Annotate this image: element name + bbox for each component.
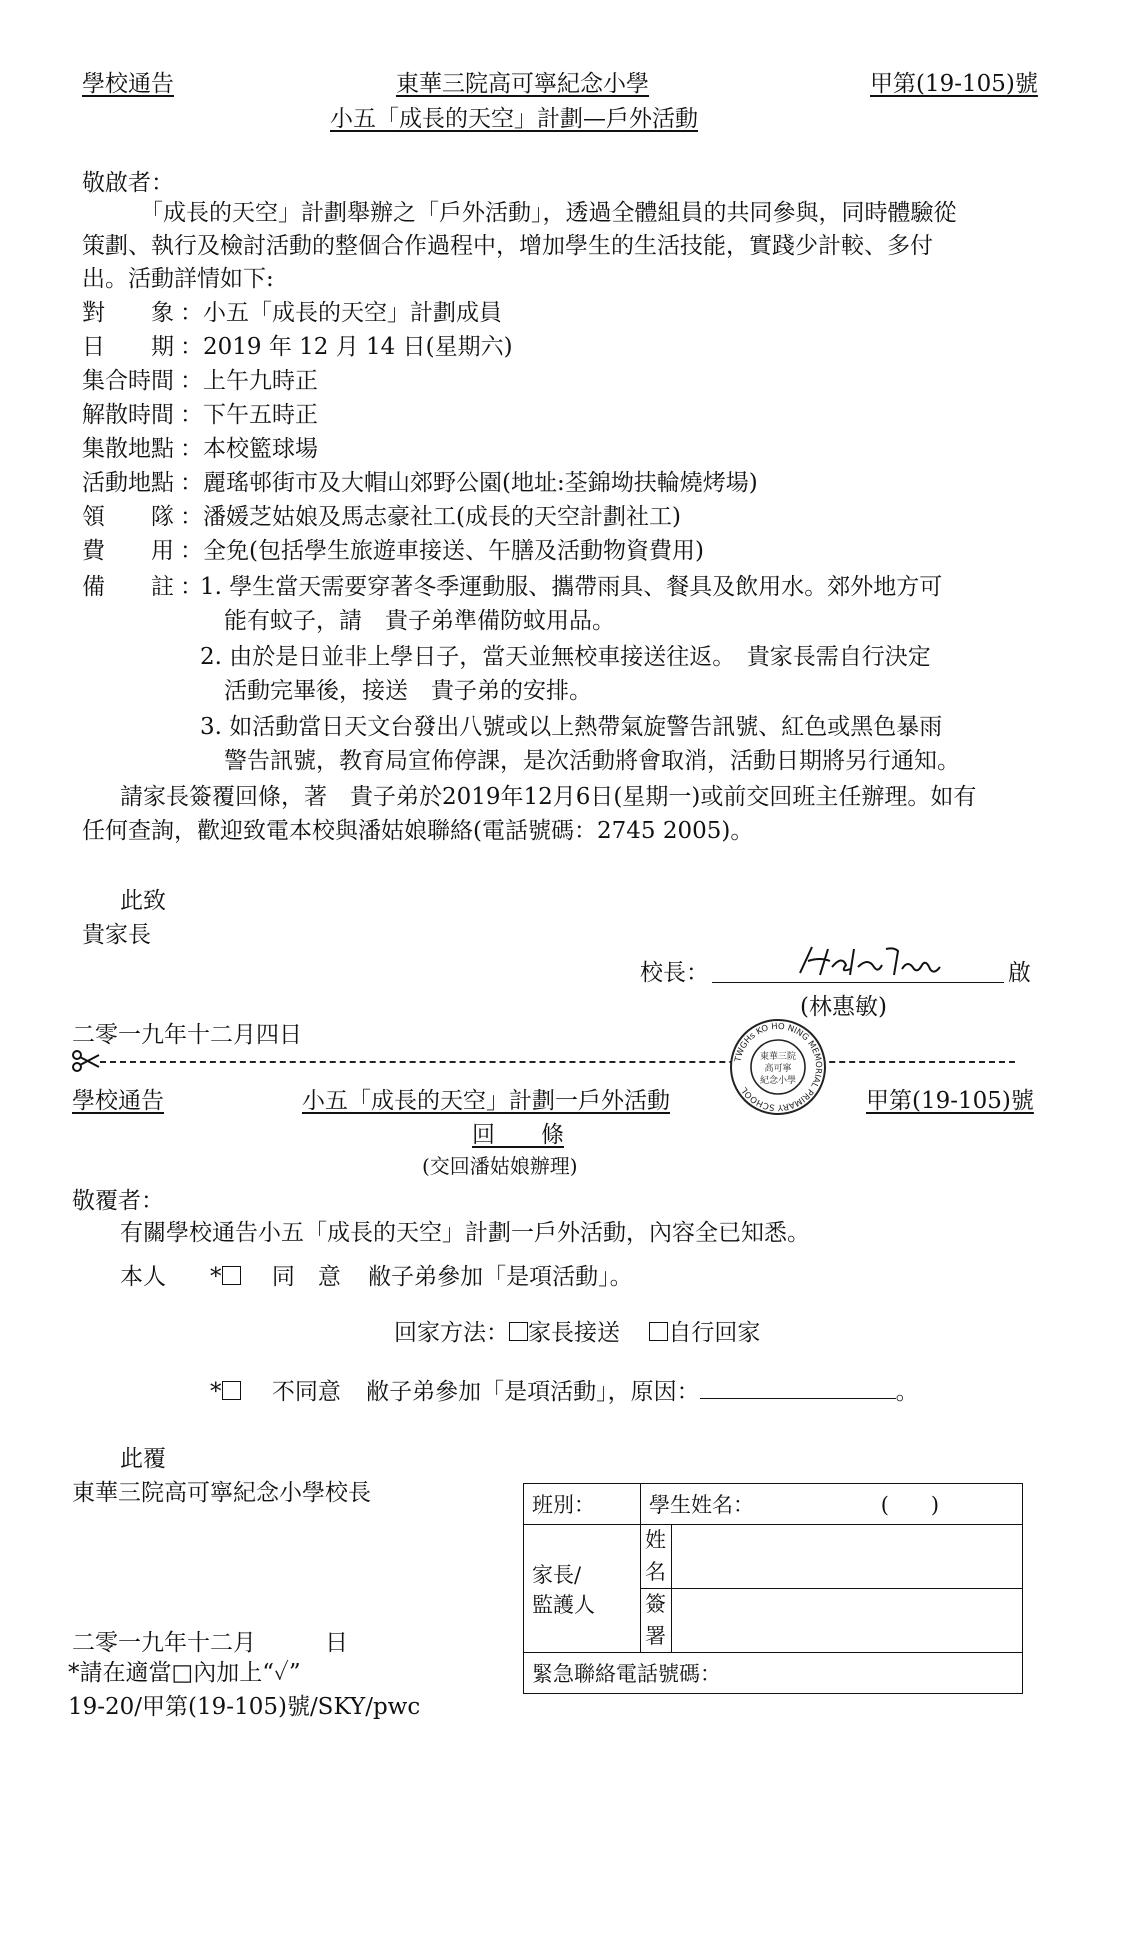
reply-title: 回 條 [472, 1122, 564, 1148]
class-cell[interactable]: 班別： [524, 1484, 641, 1525]
return-to-note: (交回潘姑娘辦理) [422, 1154, 578, 1178]
closing-line-2: 任何查詢，歡迎致電本校與潘姑娘聯絡(電話號碼：2745 2005)。 [82, 818, 754, 844]
notice-subtitle: 小五「成長的天空」計劃—戶外活動 [330, 106, 698, 132]
school-name: 東華三院高可寧紀念小學 [396, 71, 649, 97]
emergency-phone-cell[interactable]: 緊急聯絡電話號碼： [524, 1653, 1023, 1694]
disagree-option: * 不同意 敝子弟參加「是項活動」，原因： 。 [210, 1379, 919, 1405]
detail-row: 費 用 ：全免(包括學生旅遊車接送、午膳及活動物資費用) [82, 538, 704, 564]
guardian-name-field[interactable] [672, 1525, 1023, 1589]
detail-row: 對 象 ：小五「成長的天空」計劃成員 [82, 300, 502, 326]
svg-text:紀念小學: 紀念小學 [759, 1076, 797, 1086]
guardian-signature-field[interactable] [672, 1589, 1023, 1653]
principal-signature [790, 943, 950, 983]
recipient: 貴家長 [82, 922, 151, 948]
svg-text:高可寧: 高可寧 [764, 1064, 792, 1074]
reply-date: 二零一九年十二月 日 [72, 1630, 348, 1656]
remark-line: 活動完畢後，接送 貴子弟的安排。 [224, 678, 592, 704]
detail-row: 領 隊 ：潘媛芝姑娘及馬志豪社工(成長的天空計劃社工) [82, 504, 681, 530]
remark-line: 3. 如活動當日天文台發出八號或以上熱帶氣旋警告訊號、紅色或黑色暴雨 [200, 714, 943, 740]
student-name-cell[interactable]: 學生姓名： ( ) [641, 1484, 1023, 1525]
fu-text: 此覆 [120, 1446, 166, 1472]
guardian-label-cell: 家長/ 監護人 [524, 1525, 641, 1653]
reply-salutation: 敬覆者： [72, 1188, 164, 1214]
remark-line: 能有蚊子，請 貴子弟準備防蚊用品。 [224, 608, 615, 634]
reference-number: 甲第(19-105)號 [870, 71, 1038, 97]
intro-line-2: 策劃、執行及檢討活動的整個合作過程中，增加學生的生活技能，實踐少計較、多付 [82, 233, 933, 259]
self-return-checkbox[interactable] [649, 1322, 668, 1341]
zhi-text: 此致 [120, 888, 166, 914]
parent-pickup-checkbox[interactable] [509, 1322, 528, 1341]
detail-row: 解散時間 ：下午五時正 [82, 402, 318, 428]
svg-text:東華三院: 東華三院 [759, 1052, 797, 1062]
detail-row: 集合時間 ：上午九時正 [82, 368, 318, 394]
reason-field[interactable] [700, 1378, 896, 1399]
return-method: 回家方法： 家長接送 自行回家 [394, 1320, 761, 1346]
detail-row: 活動地點 ：麗瑤邨街市及大帽山郊野公園(地址:荃錦坳扶輪燒烤場) [82, 470, 758, 496]
self-label: 本人 [120, 1264, 166, 1290]
remark-line: 1. 學生當天需要穿著冬季運動服、攜帶雨具、餐具及飲用水。郊外地方可 [200, 574, 943, 600]
footnote: *請在適當□內加上“✓” [68, 1660, 301, 1686]
agree-option: * 同 意 敝子弟參加「是項活動」。 [210, 1264, 633, 1290]
detail-row: 集散地點 ：本校籃球場 [82, 436, 318, 462]
addressee: 東華三院高可寧紀念小學校長 [72, 1480, 371, 1506]
remark-line: 2. 由於是日並非上學日子，當天並無校車接送往返。 貴家長需自行決定 [200, 644, 931, 670]
remarks-label: 備 註 ： [82, 574, 203, 600]
intro-line-3: 出。活動詳情如下: [82, 266, 274, 292]
svg-text:TWGHs KO HO NING MEMORIAL PRIM: TWGHs KO HO NING MEMORIAL PRIMARY SCHOOL [733, 1021, 824, 1113]
notice-label: 學校通告 [82, 71, 174, 97]
agree-checkbox[interactable] [222, 1266, 241, 1285]
intro-line-1: 「成長的天空」計劃舉辦之「戶外活動」，透過全體組員的共同參與，同時體驗從 [140, 200, 957, 226]
remark-line: 警告訊號，教育局宣佈停課，是次活動將會取消，活動日期將另行通知。 [224, 748, 960, 774]
footer-reference: 19-20/甲第(19-105)號/SKY/pwc [68, 1694, 421, 1720]
reply-acknowledgement: 有關學校通告小五「成長的天空」計劃一戶外活動，內容全已知悉。 [120, 1220, 810, 1246]
reply-notice-label: 學校通告 [72, 1088, 164, 1114]
reply-reference-number: 甲第(19-105)號 [866, 1088, 1034, 1114]
letter-date: 二零一九年十二月四日 [72, 1022, 302, 1048]
name-label-cell: 姓 名 [641, 1525, 672, 1589]
reply-form-table [523, 1483, 1023, 1694]
sign-label-cell: 簽 署 [641, 1589, 672, 1653]
closing-line-1: 請家長簽覆回條，著 貴子弟於2019年12月6日(星期一)或前交回班主任辦理。如有 [120, 784, 977, 810]
disagree-checkbox[interactable] [222, 1381, 241, 1400]
principal-name: (林惠敏) [800, 994, 887, 1020]
salutation: 敬啟者： [82, 170, 174, 196]
cut-line [100, 1061, 1015, 1063]
principal-label: 校長： [640, 960, 709, 986]
detail-row: 日 期 ：2019 年 12 月 14 日(星期六) [82, 334, 513, 360]
reply-subtitle: 小五「成長的天空」計劃一戶外活動 [302, 1088, 670, 1114]
scissors-icon [72, 1050, 100, 1072]
school-seal [728, 1017, 828, 1117]
qi-text: 啟 [1008, 960, 1031, 986]
